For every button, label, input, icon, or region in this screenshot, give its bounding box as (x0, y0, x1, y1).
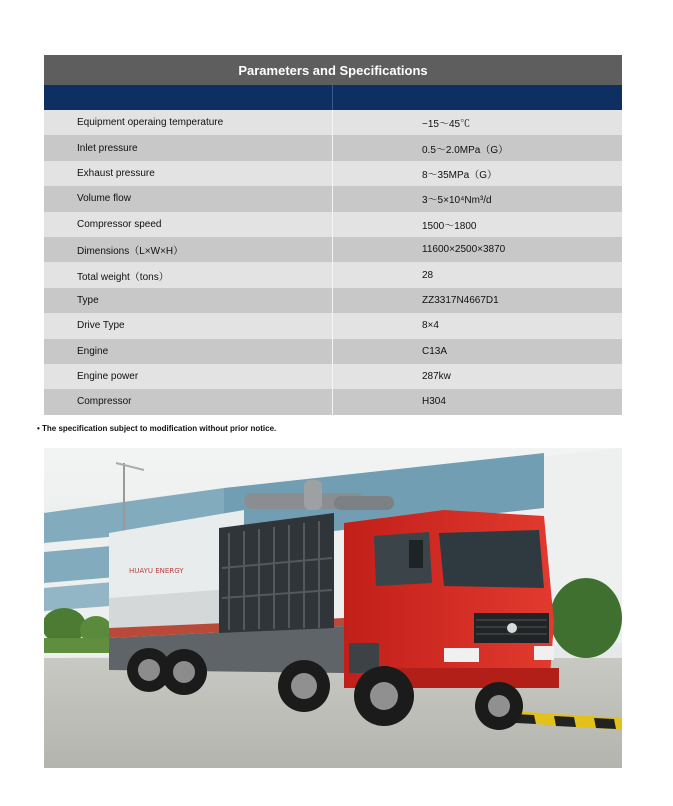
table-row (44, 161, 622, 186)
spec-label: Compressor speed (77, 218, 162, 230)
spec-label: Engine power (77, 371, 139, 383)
table-row (44, 212, 622, 237)
svg-text:HUAYU ENERGY: HUAYU ENERGY (129, 567, 184, 575)
table-row (44, 237, 622, 262)
header-divider (332, 85, 333, 110)
spec-label: Engine (77, 345, 109, 357)
spec-value: 8～35MPa（G） (422, 169, 498, 181)
spec-value: 287kw (422, 371, 451, 383)
spec-value: 28 (422, 269, 434, 281)
spec-label: Drive Type (77, 320, 125, 332)
spec-label: Type (77, 294, 99, 306)
spec-label: Inlet pressure (77, 142, 138, 154)
spec-label: Total weight（tons） (77, 271, 169, 283)
table-row (44, 339, 622, 364)
spec-label: Compressor (77, 396, 132, 408)
disclaimer-note: • The specification subject to modification without prior notice. (37, 424, 277, 433)
spec-title-text: Parameters and Specifications (238, 62, 428, 78)
spec-table (44, 110, 622, 415)
column-divider (332, 110, 333, 415)
spec-table-header-band (44, 85, 622, 110)
table-row (44, 313, 622, 338)
truck-photo (44, 448, 622, 768)
table-row (44, 262, 622, 287)
table-row (44, 186, 622, 211)
table-row (44, 135, 622, 160)
spec-value: 0.5～2.0MPa（G） (422, 144, 509, 156)
spec-value: H304 (422, 396, 446, 408)
table-row (44, 288, 622, 313)
spec-value: ZZ3317N4667D1 (422, 294, 499, 306)
spec-value: 11600×2500×3870 (422, 244, 506, 256)
spec-label: Volume flow (77, 193, 131, 205)
table-row (44, 364, 622, 389)
table-row (44, 110, 622, 135)
truck-illustration (44, 448, 622, 768)
spec-label: Equipment operaing temperature (77, 117, 224, 129)
spec-value: C13A (422, 345, 448, 357)
spec-value: 1500～1800 (422, 220, 477, 232)
spec-label: Dimensions（L×W×H） (77, 246, 184, 258)
table-row (44, 389, 622, 414)
spec-value: 3～5×10⁴Nm³/d (422, 195, 492, 207)
spec-value: 8×4 (422, 320, 439, 332)
spec-label: Exhaust pressure (77, 167, 155, 179)
spec-value: −15～45℃ (422, 119, 471, 131)
spec-table-title (44, 55, 622, 85)
